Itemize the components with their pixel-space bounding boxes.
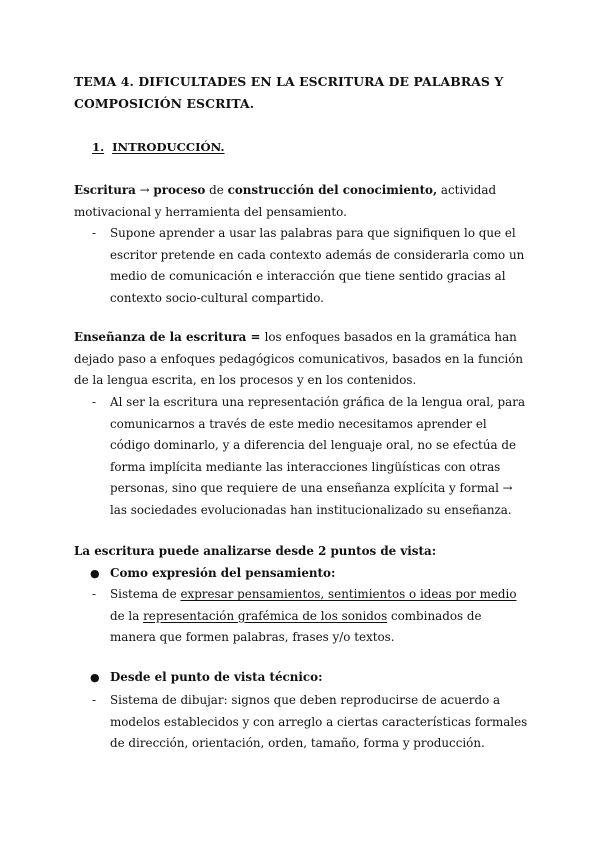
- list-item-sistema-dibujar: Sistema de dibujar: signos que deben reproducirse de acuerdo a modelos establecidos y con arreglo a ciertas características formales de dirección, orientación, orden, tamaño, forma y producción.: [110, 693, 528, 750]
- viewpoints-heading: La escritura puede analizarse desde 2 puntos de vista:: [74, 544, 437, 558]
- paragraph-ensenanza: [74, 327, 534, 392]
- paragraph-rest: los enfoques basados en la gramática han dejado paso a enfoques pedagógicos comunicativos, basados en la función de la lengua escrita, en los procesos y en los contenidos.: [74, 330, 524, 387]
- list-item-sistema-expresar: [110, 584, 530, 649]
- bullet-icon: ●: [90, 567, 100, 580]
- text-segment: combinados de manera que formen palabras, frases y/o textos.: [110, 608, 482, 644]
- dash-marker: -: [92, 395, 97, 409]
- dash-marker: -: [92, 693, 97, 707]
- viewpoint-heading-tecnico: Desde el punto de vista técnico:: [110, 670, 323, 684]
- list-item-supone: Supone aprender a usar las palabras para que signifiquen lo que el escritor pretende en cada contexto además de considerarla como un medio de comunicación e interacción que tiene sentido gracias al contexto socio-cultural compartido.: [110, 226, 525, 305]
- paragraph-rest: actividad motivacional y herramienta del pensamiento.: [74, 183, 497, 219]
- document-title: TEMA 4. DIFICULTADES EN LA ESCRITURA DE PALABRAS Y COMPOSICIÓN ESCRITA.: [74, 74, 504, 111]
- list-item-al-ser: Al ser la escritura una representación gráfica de la lengua oral, para comunicarnos a través de este medio necesitamos aprender el código dominarlo, y a diferencia del lenguaje oral, no se efectúa de forma implícita mediante las interacciones lingüísticas con otras personas, sino que requiere de una enseñanza explícita y formal → las sociedades evolucionadas han institucionalizado su enseñanza.: [110, 395, 526, 517]
- section-title: INTRODUCCIÓN.: [112, 140, 225, 154]
- connector-text: de: [205, 183, 228, 197]
- equals-glyph: =: [246, 330, 265, 344]
- dash-marker: -: [92, 226, 97, 240]
- dash-marker: -: [92, 587, 97, 601]
- section-heading: [92, 139, 225, 155]
- arrow-glyph: →: [135, 183, 154, 197]
- term-ensenanza: Enseñanza de la escritura: [74, 330, 247, 344]
- term-construccion: construcción del conocimiento,: [227, 183, 438, 197]
- text-segment: de la: [110, 608, 144, 623]
- term-escritura: Escritura: [74, 183, 136, 197]
- underlined-text: representación grafémica de los sonidos: [143, 608, 388, 623]
- term-proceso: proceso: [153, 183, 206, 197]
- viewpoint-heading-expresion: Como expresión del pensamiento:: [110, 566, 336, 580]
- bullet-icon: ●: [90, 671, 100, 684]
- underlined-text: expresar pensamientos, sentimientos o ideas por medio: [180, 587, 517, 601]
- section-number: 1.: [92, 140, 105, 154]
- paragraph-escritura: [74, 180, 534, 223]
- text-segment: Sistema de: [110, 587, 181, 601]
